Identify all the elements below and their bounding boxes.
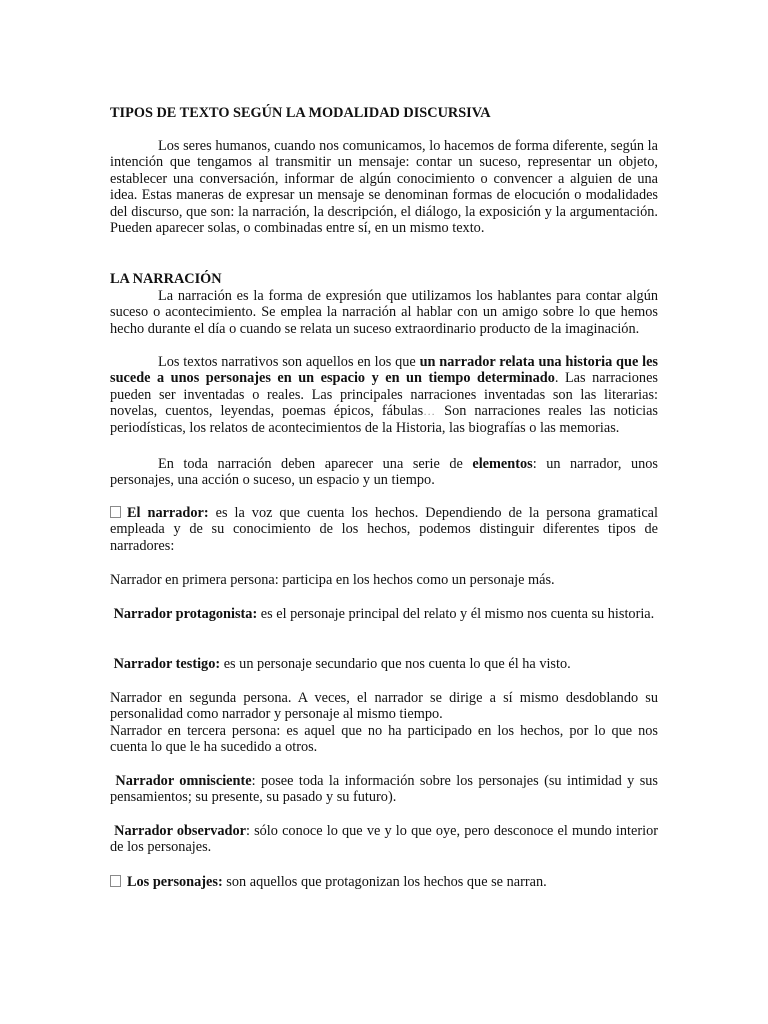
tercera-persona: Narrador en tercera persona: es aquel que no ha participado en los hechos, por lo que nos cuenta lo que le ha sucedido a otros. [110, 723, 658, 756]
personajes-item [110, 874, 658, 890]
narrador-text: es la voz que cuenta los hechos. Dependiendo de la persona gramatical empleada y de su conocimiento de los hechos, podemos distinguir diferentes tipos de narradores: [110, 505, 658, 554]
p2-bold-definition: un narrador relata una historia que les sucede a unos personajes en un espacio y en un tiempo determinado [110, 354, 659, 387]
segunda-persona: Narrador en segunda persona. A veces, el narrador se dirige a sí mismo desdoblando su personalidad como narrador y personaje al mismo tiempo. [110, 690, 658, 723]
observador-item [110, 823, 658, 856]
p2-text-d: Son narraciones reales las noticias periodísticas, los relatos de acontecimientos de la Historia, las biografías o las memorias. [110, 403, 658, 436]
narracion-heading: LA NARRACIÓN [110, 271, 222, 287]
protagonista-text: es el personaje principal del relato y él mismo nos cuenta su historia. [257, 606, 655, 622]
bullet-box-icon [110, 875, 121, 887]
omnisciente-text: : posee toda la información sobre los personajes (su intimidad y sus pensamientos; su presente, su pasado y su futuro). [110, 773, 658, 806]
testigo-item [110, 656, 658, 672]
primera-persona: Narrador en primera persona: participa en los hechos como un personaje más. [110, 572, 555, 588]
narracion-paragraph-1: La narración es la forma de expresión que utilizamos los hablantes para contar algún suceso o acontecimiento. Se emplea la narración al hablar con un amigo sobre lo que hemos hecho durante el día o cuando se relata un suceso extraordinario producto de la imaginación. [110, 288, 658, 337]
narracion-paragraph-3 [110, 456, 658, 489]
omnisciente-label: Narrador omnisciente [115, 773, 252, 789]
narrador-item [110, 505, 658, 554]
p3-text-a: En toda narración deben aparecer una serie de [158, 456, 473, 472]
omnisciente-item [110, 773, 658, 806]
personajes-label: Los personajes: [127, 874, 223, 890]
intro-paragraph: Los seres humanos, cuando nos comunicamos, lo hacemos de forma diferente, según la intención que tengamos al transmitir un mensaje: contar un suceso, representar un objeto, establecer una conversación, informar de algún conocimiento o convencer a alguien de una idea. Estas maneras de expresar un mensaje se denominan formas de elocución o modalidades del discurso, que son: la narración, la descripción, el diálogo, la exposición y la argumentación. Pueden aparecer solas, o combinadas entre sí, en un mismo texto. [110, 138, 658, 237]
p2-text-c: . Las narraciones pueden ser inventadas o reales. Las principales narraciones inventadas son las literarias: novelas, cuentos, leyendas, poemas épicos, fábulas [110, 370, 658, 420]
p3-text-c: : un narrador, unos personajes, una acción o suceso, un espacio y un tiempo. [110, 456, 658, 489]
narracion-paragraph-2 [110, 354, 658, 436]
p2-text-a: Los textos narrativos son aquellos en los que [158, 354, 420, 370]
observador-text: : sólo conoce lo que ve y lo que oye, pero desconoce el mundo interior de los personajes. [110, 823, 658, 856]
testigo-label: Narrador testigo: [113, 656, 221, 672]
p3-bold-elementos: elementos [472, 456, 533, 472]
narrador-label: El narrador: [127, 505, 209, 521]
testigo-text: es un personaje secundario que nos cuenta lo que él ha visto. [220, 656, 571, 672]
bullet-box-icon [110, 506, 121, 518]
p2-ellipsis: … [423, 404, 437, 419]
observador-label: Narrador observador [114, 823, 246, 839]
document-title: TIPOS DE TEXTO SEGÚN LA MODALIDAD DISCURSIVA [110, 105, 491, 121]
personajes-text: son aquellos que protagonizan los hechos que se narran. [222, 874, 547, 890]
protagonista-label: Narrador protagonista: [113, 606, 258, 622]
protagonista-item [110, 606, 658, 622]
